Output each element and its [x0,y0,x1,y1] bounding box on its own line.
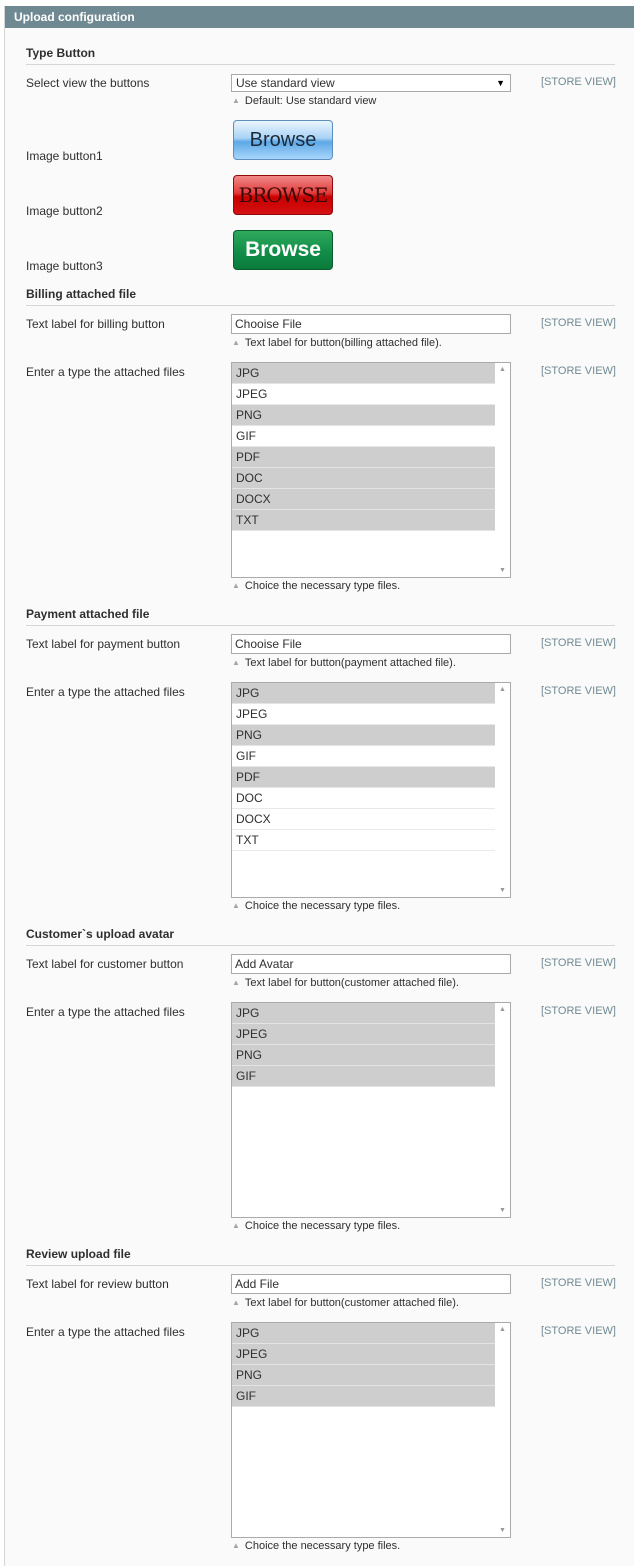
section-title-payment: Payment attached file [26,607,615,626]
option-doc[interactable]: DOC [232,788,495,809]
note-triangle-icon: ▲ [232,978,240,987]
avatar-types-label: Enter a type the attached files [26,1005,185,1019]
option-jpg[interactable]: JPG [232,683,495,704]
browse-button-blue-image[interactable]: Browse [233,120,333,160]
browse-button-green-image[interactable]: Browse [233,230,333,270]
store-view-scope: [STORE VIEW] [541,317,616,329]
payment-types-note [232,900,400,912]
store-view-scope: [STORE VIEW] [541,365,616,377]
avatar-types-multiselect[interactable] [231,1002,511,1218]
review-button-text-input[interactable] [231,1274,511,1294]
note-triangle-icon: ▲ [232,658,240,667]
note-text: Choice the necessary type files. [244,1220,401,1232]
store-view-scope: [STORE VIEW] [541,957,616,969]
section-title-avatar: Customer`s upload avatar [26,927,615,946]
option-jpg[interactable]: JPG [232,363,495,384]
scroll-down-icon[interactable]: ▼ [499,1527,506,1534]
scroll-up-icon[interactable]: ▲ [499,366,506,373]
option-png[interactable]: PNG [232,1045,495,1066]
avatar-types-note [232,1220,400,1232]
scroll-up-icon[interactable]: ▲ [499,686,506,693]
option-txt[interactable]: TXT [232,830,495,851]
avatar-text-note [232,977,459,989]
option-jpeg[interactable]: JPEG [232,1024,495,1045]
option-jpeg[interactable]: JPEG [232,1344,495,1365]
image-button3-label: Image button3 [26,259,103,273]
option-jpg[interactable]: JPG [232,1003,495,1024]
note-triangle-icon: ▲ [232,338,240,347]
option-png[interactable]: PNG [232,725,495,746]
note-text: Text label for button(customer attached file). [244,1297,459,1309]
review-types-note [232,1540,400,1552]
panel-header-title[interactable]: Upload configuration [5,6,634,28]
store-view-scope: [STORE VIEW] [541,685,616,697]
option-gif[interactable]: GIF [232,1066,495,1087]
option-docx[interactable]: DOCX [232,489,495,510]
billing-button-text-input[interactable] [231,314,511,334]
option-gif[interactable]: GIF [232,746,495,767]
note-text: Default: Use standard view [244,95,377,107]
billing-types-label: Enter a type the attached files [26,365,185,379]
browse-button-red-image[interactable]: BROWSE [233,175,333,215]
select-view-note [232,95,376,107]
store-view-scope: [STORE VIEW] [541,1325,616,1337]
store-view-scope: [STORE VIEW] [541,1005,616,1017]
review-types-label: Enter a type the attached files [26,1325,185,1339]
store-view-scope: [STORE VIEW] [541,637,616,649]
scroll-down-icon[interactable]: ▼ [499,887,506,894]
option-gif[interactable]: GIF [232,426,495,447]
option-txt[interactable]: TXT [232,510,495,531]
scroll-down-icon[interactable]: ▼ [499,1207,506,1214]
note-text: Choice the necessary type files. [244,900,401,912]
option-pdf[interactable]: PDF [232,447,495,468]
note-text: Choice the necessary type files. [244,1540,401,1552]
note-triangle-icon: ▲ [232,901,240,910]
note-text: Choice the necessary type files. [244,580,401,592]
option-png[interactable]: PNG [232,405,495,426]
scroll-down-icon[interactable]: ▼ [499,567,506,574]
payment-types-label: Enter a type the attached files [26,685,185,699]
select-view-label: Select view the buttons [26,76,150,90]
scrollbar[interactable] [495,683,510,897]
note-text: Text label for button(payment attached file). [244,657,456,669]
option-docx[interactable]: DOCX [232,809,495,830]
avatar-button-text-input[interactable] [231,954,511,974]
option-gif[interactable]: GIF [232,1386,495,1407]
note-triangle-icon: ▲ [232,1298,240,1307]
scrollbar[interactable] [495,1003,510,1217]
upload-configuration-panel [4,6,634,1566]
note-text: Text label for button(billing attached file). [244,337,442,349]
image-button2-label: Image button2 [26,204,103,218]
payment-text-label: Text label for payment button [26,637,181,651]
select-view-dropdown[interactable] [231,74,511,92]
scrollbar[interactable] [495,1323,510,1537]
image-button1-label: Image button1 [26,149,103,163]
billing-text-note [232,337,442,349]
billing-types-multiselect[interactable] [231,362,511,578]
store-view-scope: [STORE VIEW] [541,1277,616,1289]
store-view-scope: [STORE VIEW] [541,76,616,88]
option-png[interactable]: PNG [232,1365,495,1386]
payment-button-text-input[interactable] [231,634,511,654]
option-jpeg[interactable]: JPEG [232,704,495,725]
review-types-multiselect[interactable] [231,1322,511,1538]
note-text: Text label for button(customer attached file). [244,977,459,989]
review-text-label: Text label for review button [26,1277,169,1291]
option-doc[interactable]: DOC [232,468,495,489]
payment-text-note [232,657,456,669]
option-jpg[interactable]: JPG [232,1323,495,1344]
avatar-text-label: Text label for customer button [26,957,184,971]
payment-types-multiselect[interactable] [231,682,511,898]
section-title-review: Review upload file [26,1247,615,1266]
scrollbar[interactable] [495,363,510,577]
option-pdf[interactable]: PDF [232,767,495,788]
section-title-type-button: Type Button [26,46,615,65]
note-triangle-icon: ▲ [232,1221,240,1230]
note-triangle-icon: ▲ [232,1541,240,1550]
option-jpeg[interactable]: JPEG [232,384,495,405]
note-triangle-icon: ▲ [232,96,240,105]
select-view-value: Use standard view [236,76,335,90]
scroll-up-icon[interactable]: ▲ [499,1006,506,1013]
note-triangle-icon: ▲ [232,581,240,590]
section-title-billing: Billing attached file [26,287,615,306]
review-text-note [232,1297,459,1309]
billing-types-note [232,580,400,592]
scroll-up-icon[interactable]: ▲ [499,1326,506,1333]
chevron-down-icon: ▼ [496,78,505,88]
billing-text-label: Text label for billing button [26,317,165,331]
